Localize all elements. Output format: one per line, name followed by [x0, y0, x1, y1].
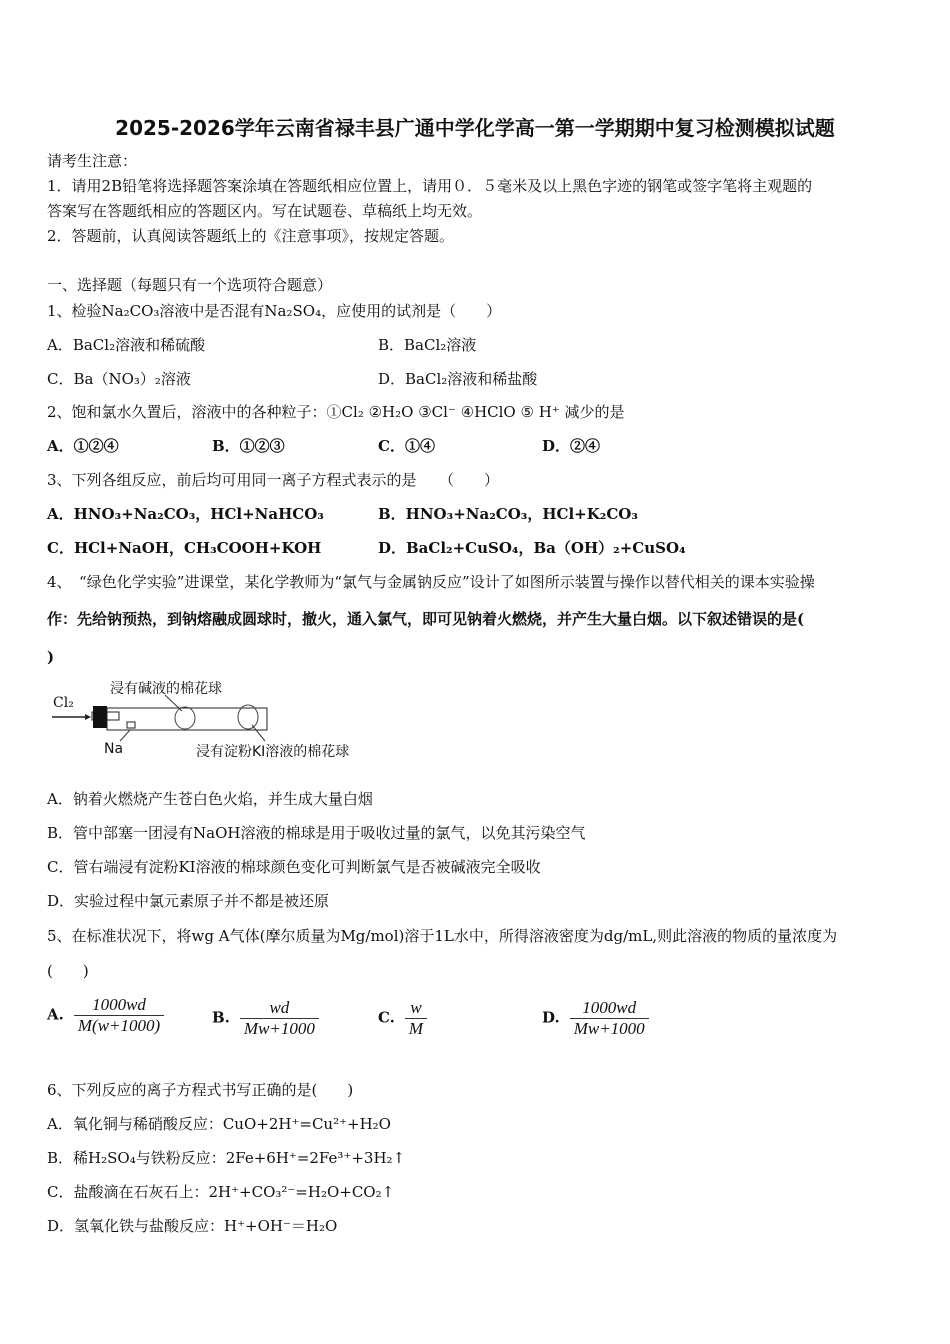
- option-a: [47, 995, 164, 1036]
- option-label: B.: [212, 1008, 230, 1027]
- option-d: D．BaCl₂溶液和稀盐酸: [378, 370, 538, 388]
- option-d: D．氢氧化铁与盐酸反应：H⁺+OH⁻＝H₂O: [47, 1217, 338, 1235]
- question-stem: 作：先给钠预热，到钠熔融成圆球时，撤火，通入氯气，即可见钠着火燃烧，并产生大量白烟。以下叙述错误的是(: [47, 610, 805, 628]
- label-top: 浸有碱液的棉花球: [110, 681, 222, 697]
- numerator: 1000wd: [92, 995, 146, 1014]
- option-d: D．实验过程中氯元素原子并不都是被还原: [47, 892, 330, 910]
- option-a: A．①②④: [47, 437, 119, 455]
- option-c: [378, 998, 427, 1039]
- denominator: M: [405, 1018, 427, 1039]
- option-b: B．管中部塞一团浸有NaOH溶液的棉球是用于吸收过量的氯气，以免其污染空气: [47, 824, 586, 842]
- na-label: Na: [104, 741, 124, 757]
- option-b: B．稀H₂SO₄与铁粉反应：2Fe+6H⁺=2Fe³⁺+3H₂↑: [47, 1149, 406, 1167]
- fraction: [570, 998, 649, 1039]
- denominator: Mw+1000: [570, 1018, 649, 1039]
- page-title: 2025-2026学年云南省禄丰县广通中学化学高一第一学期期中复习检测模拟试题: [115, 116, 835, 140]
- option-a: A．HNO₃+Na₂CO₃，HCl+NaHCO₃: [47, 505, 324, 523]
- question-stem: ( ): [47, 962, 89, 980]
- apparatus-figure: [50, 675, 380, 770]
- option-label: C.: [378, 1008, 395, 1027]
- option-d: [542, 998, 649, 1039]
- option-c: C．①④: [378, 437, 435, 455]
- notice-line: 答案写在答题纸相应的答题区内。写在试题卷、草稿纸上均无效。: [47, 202, 483, 220]
- option-c: C．Ba（NO₃）₂溶液: [47, 370, 191, 388]
- question-stem: 5、在标准状况下，将wg A气体(摩尔质量为Mg/mol)溶于1L水中，所得溶液密度为dg/mL,则此溶液的物质的量浓度为: [47, 927, 838, 945]
- question-stem: ): [47, 648, 55, 666]
- option-c: C．管右端浸有淀粉KI溶液的棉球颜色变化可判断氯气是否被碱液完全吸收: [47, 858, 541, 876]
- notice-line: 2．答题前，认真阅读答题纸上的《注意事项》，按规定答题。: [47, 227, 455, 245]
- option-b: B．HNO₃+Na₂CO₃，HCl+K₂CO₃: [378, 505, 638, 523]
- fraction: [74, 995, 164, 1036]
- option-a: A．BaCl₂溶液和稀硫酸: [47, 336, 206, 354]
- numerator: w: [410, 998, 422, 1017]
- question-stem: 1、检验Na₂CO₃溶液中是否混有Na₂SO₄，应使用的试剂是（ ）: [47, 302, 502, 320]
- question-stem: 3、下列各组反应，前后均可用同一离子方程式表示的是 （ ）: [47, 471, 500, 489]
- option-b: B．①②③: [212, 437, 285, 455]
- option-c: C．HCl+NaOH，CH₃COOH+KOH: [47, 539, 322, 557]
- option-d: D．②④: [542, 437, 601, 455]
- denominator: Mw+1000: [240, 1018, 319, 1039]
- fraction: [240, 998, 319, 1039]
- notice-heading: 请考生注意：: [47, 152, 138, 170]
- option-b: [212, 998, 319, 1039]
- question-stem: 6、下列反应的离子方程式书写正确的是( ): [47, 1081, 354, 1099]
- option-label: D.: [542, 1008, 560, 1027]
- denominator: M(w+1000): [74, 1015, 164, 1036]
- option-a: A．氧化铜与稀硝酸反应：CuO+2H⁺=Cu²⁺+H₂O: [47, 1115, 391, 1133]
- option-label: A.: [47, 1005, 64, 1024]
- label-bottom: 浸有淀粉KI溶液的棉花球: [196, 744, 350, 760]
- section-heading: 一、选择题（每题只有一个选项符合题意）: [47, 276, 333, 294]
- numerator: 1000wd: [582, 998, 637, 1017]
- option-a: A．钠着火燃烧产生苍白色火焰，并生成大量白烟: [47, 790, 373, 808]
- question-stem: 2、饱和氯水久置后，溶液中的各种粒子：①Cl₂ ②H₂O ③Cl⁻ ④HClO ⑤ H⁺ 减少的是: [47, 403, 625, 421]
- fraction: [405, 998, 427, 1039]
- notice-line: 1．请用2B铅笔将选择题答案涂填在答题纸相应位置上，请用０．５毫米及以上黑色字迹的钢笔或签字笔将主观题的: [47, 177, 813, 195]
- cl2-label: Cl₂: [53, 695, 74, 711]
- numerator: wd: [269, 998, 290, 1017]
- question-stem: 4、 “绿色化学实验”进课堂，某化学教师为“氯气与金属钠反应”设计了如图所示装置与操作以替代相关的课本实验操: [47, 573, 815, 591]
- option-d: D．BaCl₂+CuSO₄，Ba（OH）₂+CuSO₄: [378, 539, 686, 557]
- option-b: B．BaCl₂溶液: [378, 336, 477, 354]
- option-c: C．盐酸滴在石灰石上：2H⁺+CO₃²⁻=H₂O+CO₂↑: [47, 1183, 395, 1201]
